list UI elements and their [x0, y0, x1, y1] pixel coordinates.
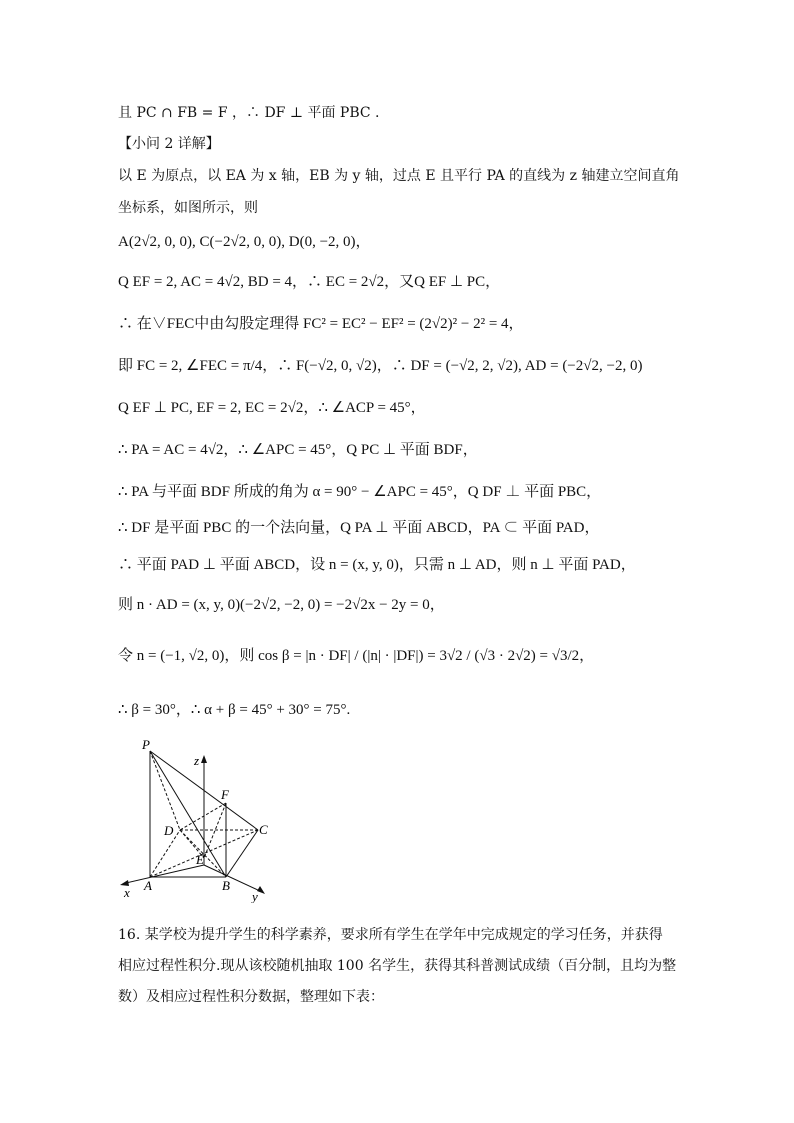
solution-line-12: ∴ DF 是平面 PBC 的一个法向量，Q PA ⊥ 平面 ABCD，PA ⊂ 平面 PAD， — [118, 520, 600, 536]
solution-line-1: 且 PC ∩ FB = F ，∴ DF ⊥ 平面 PBC . — [118, 105, 380, 121]
solution-line-7: ∴ 在∨FEC中由勾股定理得 FC² = EC² − EF² = (2√2)² − 2² = 4， — [118, 316, 524, 332]
solution-line-15: 令 n = (−1, √2, 0)，则 cos β = |n · DF| / (|n| · |DF|) = 3√2 / (√3 · 2√2) = √3/2， — [118, 648, 595, 664]
question-16-line-2: 相应过程性积分.现从该校随机抽取 100 名学生，获得其科普测试成绩（百分制，且均为整 — [118, 958, 677, 974]
label-D: D — [164, 823, 174, 838]
solution-line-8: 即 FC = 2, ∠FEC = π/4，∴ F(−√2, 0, √2)，∴ DF = (−√2, 2, √2), AD = (−2√2, −2, 0) — [118, 358, 643, 374]
solution-line-13: ∴ 平面 PAD ⊥ 平面 ABCD，设 n = (x, y, 0)，只需 n ⊥ AD，则 n ⊥ 平面 PAD， — [118, 557, 636, 573]
label-E: E — [196, 852, 204, 867]
solution-line-5: A(2√2, 0, 0), C(−2√2, 0, 0), D(0, −2, 0)， — [118, 234, 371, 250]
question-16-line-1: 16. 某学校为提升学生的科学素养，要求所有学生在学年中完成规定的学习任务，并获得 — [118, 927, 663, 943]
label-A: A — [144, 878, 152, 893]
question-16-line-3: 数）及相应过程性积分数据，整理如下表： — [118, 989, 384, 1005]
label-y: y — [252, 889, 258, 903]
solution-line-16: ∴ β = 30°，∴ α + β = 45° + 30° = 75°. — [118, 702, 351, 718]
section-heading: 【小问 2 详解】 — [118, 136, 220, 152]
label-B: B — [222, 878, 230, 893]
solution-line-6: Q EF = 2, AC = 4√2, BD = 4，∴ EC = 2√2，又Q EF ⊥ PC， — [118, 274, 501, 290]
geometry-figure — [112, 733, 282, 903]
solution-line-4: 坐标系，如图所示，则 — [118, 200, 258, 216]
label-z: z — [194, 753, 200, 768]
label-C: C — [259, 822, 268, 837]
label-P: P — [142, 737, 150, 752]
solution-line-14: 则 n · AD = (x, y, 0)(−2√2, −2, 0) = −2√2x − 2y = 0， — [118, 597, 445, 613]
label-x: x — [124, 885, 130, 900]
solution-line-11: ∴ PA 与平面 BDF 所成的角为 α = 90° − ∠APC = 45°，Q DF ⊥ 平面 PBC， — [118, 484, 602, 500]
label-F: F — [221, 787, 229, 802]
solution-line-10: ∴ PA = AC = 4√2，∴ ∠APC = 45°，Q PC ⊥ 平面 BDF， — [118, 442, 478, 458]
solution-line-9: Q EF ⊥ PC, EF = 2, EC = 2√2，∴ ∠ACP = 45°， — [118, 400, 426, 416]
solution-line-3: 以 E 为原点，以 EA 为 x 轴，EB 为 y 轴，过点 E 且平行 PA 的直线为 z 轴建立空间直角 — [118, 168, 680, 184]
